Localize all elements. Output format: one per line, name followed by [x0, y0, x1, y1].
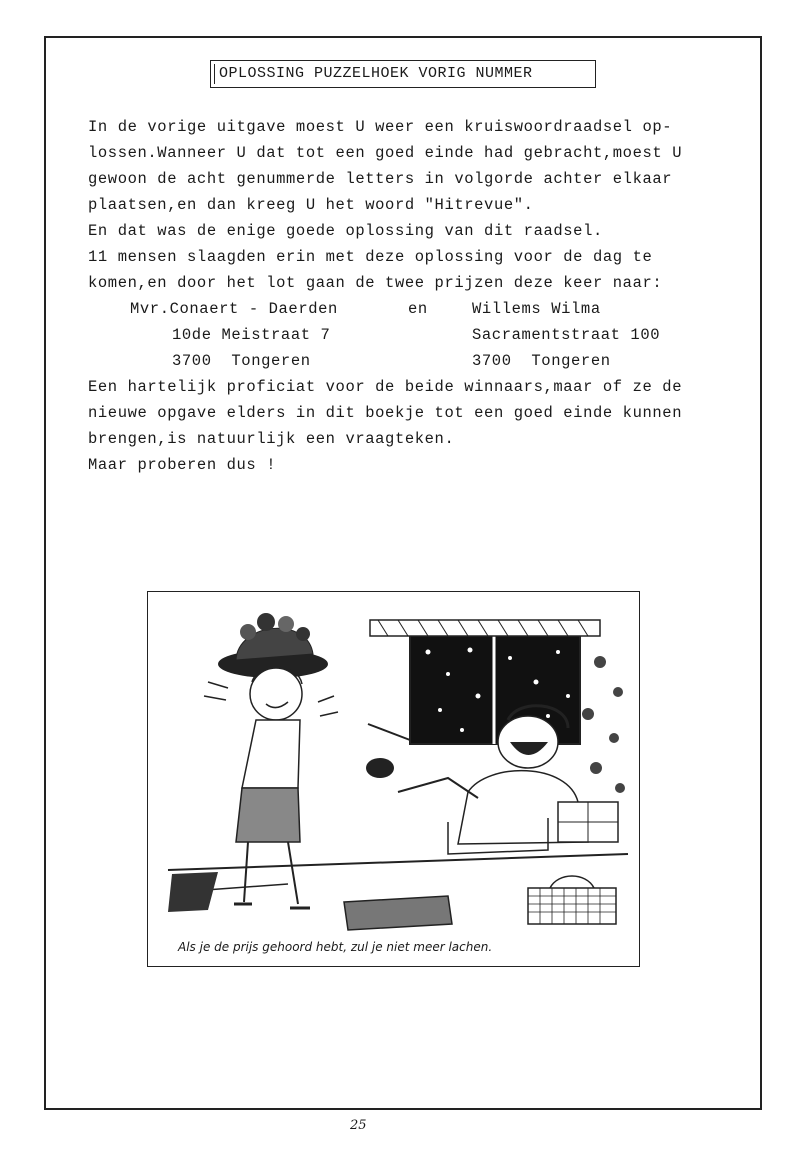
cartoon-illustration — [147, 591, 640, 967]
cartoon-caption: Als je de prijs gehoord hebt, zul je niet meer lachen. — [178, 940, 493, 954]
closing-paragraph — [88, 374, 738, 478]
winner1-name: Mvr.Conaert - Daerden — [130, 300, 338, 318]
text-line: Maar proberen dus ! — [88, 456, 277, 474]
text-line: 11 mensen slaagden erin met deze oplossing voor de dag te — [88, 248, 653, 266]
cartoon-drawing — [148, 592, 640, 967]
text-line: plaatsen,en dan kreeg U het woord "Hitrevue". — [88, 196, 534, 214]
text-line: En dat was de enige goede oplossing van dit raadsel. — [88, 222, 603, 240]
page-number: 25 — [350, 1118, 367, 1133]
winner2-city: 3700 Tongeren — [472, 352, 611, 370]
winner-street-row — [88, 322, 738, 348]
text-line: komen,en door het lot gaan de twee prijzen deze keer naar: — [88, 274, 663, 292]
winner1-city: 3700 Tongeren — [172, 352, 311, 370]
winner-city-row — [88, 348, 738, 374]
intro-paragraph — [88, 114, 738, 296]
section-title: OPLOSSING PUZZELHOEK VORIG NUMMER — [210, 60, 596, 88]
winners-connector: en — [408, 300, 428, 318]
text-line: gewoon de acht genummerde letters in volgorde achter elkaar — [88, 170, 673, 188]
winner2-street: Sacramentstraat 100 — [472, 326, 661, 344]
text-line: In de vorige uitgave moest U weer een kruiswoordraadsel op- — [88, 118, 673, 136]
winner2-name: Willems Wilma — [472, 300, 601, 318]
text-line: Een hartelijk proficiat voor de beide winnaars,maar of ze de — [88, 378, 683, 396]
winner-name-row — [88, 296, 738, 322]
winners-block — [88, 296, 738, 374]
winner1-street: 10de Meistraat 7 — [172, 326, 331, 344]
text-line: nieuwe opgave elders in dit boekje tot een goed einde kunnen — [88, 404, 683, 422]
text-line: brengen,is natuurlijk een vraagteken. — [88, 430, 455, 448]
text-line: lossen.Wanneer U dat tot een goed einde had gebracht,moest U — [88, 144, 683, 162]
